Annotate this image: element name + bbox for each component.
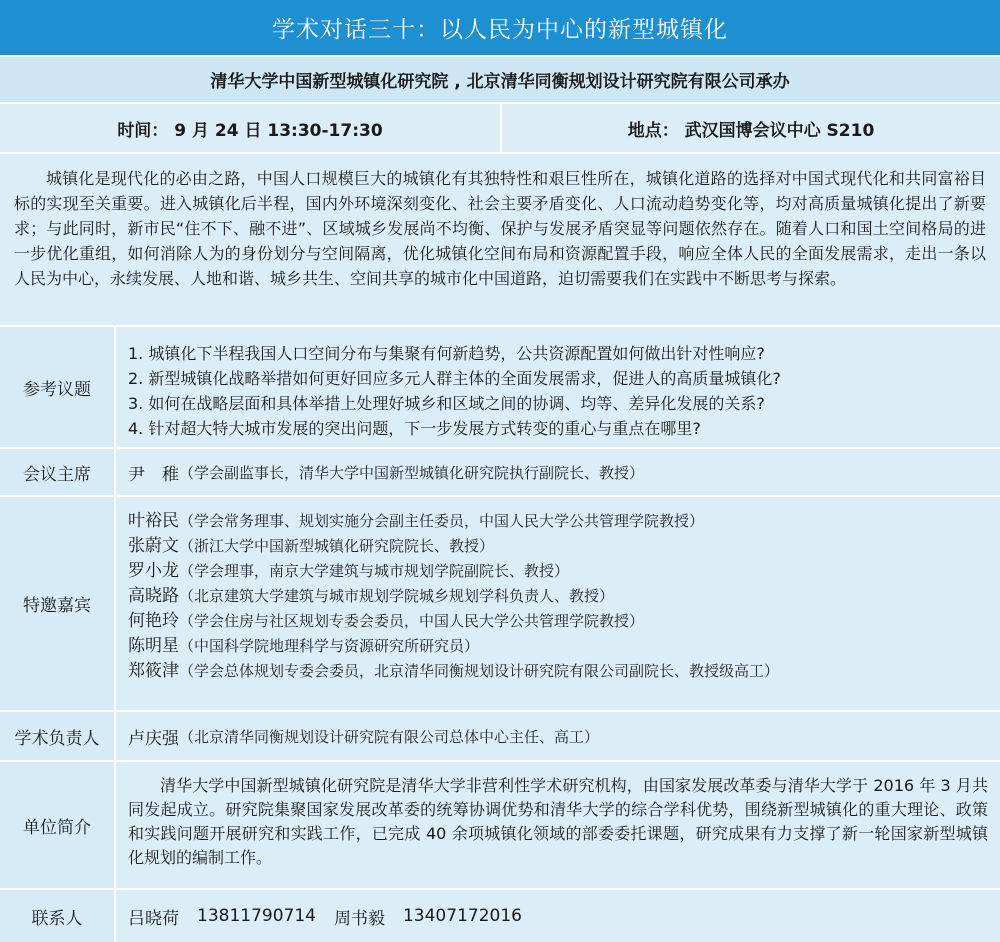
topic-item: 1. 城镇化下半程我国人口空间分布与集聚有何新趋势，公共资源配置如何做出针对性响应? bbox=[128, 344, 765, 363]
guest-name: 郑筱津 bbox=[128, 661, 179, 681]
unit-paragraph: 清华大学中国新型城镇化研究院是清华大学非营利性学术研究机构，由国家发展改革委与清华大学于 2016 年 3 月共同发起成立。研究院集聚国家发展改革委的统筹协调优势和清华大学的综合学科优势，围绕新型城镇化的重大理论、政策和实践问题开展研究和实践工作，已完成 40 余项城镇化领域的部委委托课题，研究成果有力支撑了新一轮国家新型城镇化规划的编制工作。 bbox=[128, 776, 988, 867]
contact-phone[interactable]: 13811790714 bbox=[197, 906, 316, 926]
guest-name: 张蔚文 bbox=[128, 536, 179, 556]
guest-item bbox=[128, 609, 1000, 634]
lead-name: 卢庆强 bbox=[128, 728, 179, 749]
topics-section bbox=[0, 327, 1000, 449]
guest-name: 陈明星 bbox=[128, 636, 179, 656]
contact-label: 联系人 bbox=[0, 890, 116, 942]
guests-list bbox=[116, 497, 1000, 710]
guest-desc: （中国科学院地理科学与资源研究所研究员） bbox=[179, 637, 480, 655]
guest-item bbox=[128, 509, 1000, 534]
topics-list bbox=[116, 327, 1000, 447]
lead-desc: （北京清华同衡规划设计研究院有限公司总体中心主任、高工） bbox=[179, 727, 600, 746]
intro-paragraph: 城镇化是现代化的必由之路，中国人口规模巨大的城镇化有其独特性和艰巨性所在，城镇化道路的选择对中国式现代化和共同富裕目标的实现至关重要。进入城镇化后半程，国内外环境深刻变化、社会主要矛盾变化、人口流动趋势变化等，均对高质量城镇化提出了新要求；与此同时，新市民“住不下、融不进”、区域城乡发展尚不均衡、保护与发展矛盾突显等问题依然存在。随着人口和国土空间格局的进一步优化重组，如何消除人为的身份划分与空间隔离，优化城镇化空间布局和资源配置手段，响应全体人民的全面发展需求，走出一条以人民为中心，永续发展、人地和谐、城乡共生、空间共享的城市化中国道路，迫切需要我们在实践中不断思考与探索。 bbox=[14, 169, 986, 288]
guest-desc: （学会总体规划专委会委员，北京清华同衡规划设计研究院有限公司副院长、教授级高工） bbox=[179, 662, 780, 680]
contact-phone[interactable]: 13407172016 bbox=[402, 906, 522, 926]
guest-item bbox=[128, 534, 1000, 559]
unit-label: 单位简介 bbox=[0, 762, 116, 888]
guests-section bbox=[0, 497, 1000, 712]
chair-section bbox=[0, 449, 1000, 497]
guest-item bbox=[128, 559, 1000, 584]
meta-row bbox=[0, 104, 1000, 154]
guest-name: 何艳玲 bbox=[128, 611, 179, 631]
unit-section bbox=[0, 762, 1000, 890]
intro-section bbox=[0, 154, 1000, 327]
topic-item: 4. 针对超大特大城市发展的突出问题，下一步发展方式转变的重心与重点在哪里? bbox=[128, 419, 701, 438]
guest-item bbox=[128, 659, 1000, 684]
guest-name: 高晓路 bbox=[128, 586, 179, 606]
lead-label: 学术负责人 bbox=[0, 712, 116, 760]
topics-label: 参考议题 bbox=[0, 327, 116, 447]
lead-person bbox=[116, 712, 1000, 760]
lead-section bbox=[0, 712, 1000, 762]
chair-desc: （学会副监事长，清华大学中国新型城镇化研究院执行副院长、教授） bbox=[179, 463, 645, 482]
page-title: 学术对话三十：以人民为中心的新型城镇化 bbox=[0, 0, 1000, 57]
guest-desc: （学会理事，南京大学建筑与城市规划学院副院长、教授） bbox=[179, 562, 570, 580]
contact-list bbox=[116, 890, 1000, 942]
guest-desc: （北京建筑大学建筑与城市规划学院城乡规划学科负责人、教授） bbox=[179, 587, 615, 605]
guests-label: 特邀嘉宾 bbox=[0, 497, 116, 710]
event-place: 地点： 武汉国博会议中心 S210 bbox=[627, 120, 875, 141]
chair-label: 会议主席 bbox=[0, 449, 116, 495]
chair-person bbox=[116, 449, 1000, 495]
chair-name: 尹 稚 bbox=[128, 464, 179, 485]
guest-item bbox=[128, 584, 1000, 609]
topic-item: 2. 新型城镇化战略举措如何更好回应多元人群主体的全面发展需求，促进人的高质量城镇化? bbox=[128, 369, 781, 388]
guest-desc: （浙江大学中国新型城镇化研究院院长、教授） bbox=[179, 537, 495, 555]
guest-name: 罗小龙 bbox=[128, 561, 179, 581]
contact-name: 吕晓荷 bbox=[128, 908, 179, 929]
topic-item: 3. 如何在战略层面和具体举措上处理好城乡和区域之间的协调、均等、差异化发展的关系? bbox=[128, 394, 765, 413]
guest-name: 叶裕民 bbox=[128, 511, 179, 531]
event-time: 时间： 9 月 24 日 13:30-17:30 bbox=[0, 104, 502, 152]
guest-desc: （学会常务理事、规划实施分会副主任委员，中国人民大学公共管理学院教授） bbox=[179, 512, 705, 530]
contact-name: 周书毅 bbox=[333, 908, 385, 929]
guest-desc: （学会住房与社区规划专委会委员，中国人民大学公共管理学院教授） bbox=[179, 612, 645, 630]
unit-body bbox=[116, 762, 1000, 888]
guest-item bbox=[128, 634, 1000, 659]
organizer-line: 清华大学中国新型城镇化研究院 , 北京清华同衡规划设计研究院有限公司承办 bbox=[0, 57, 1000, 104]
contact-section bbox=[0, 890, 1000, 942]
